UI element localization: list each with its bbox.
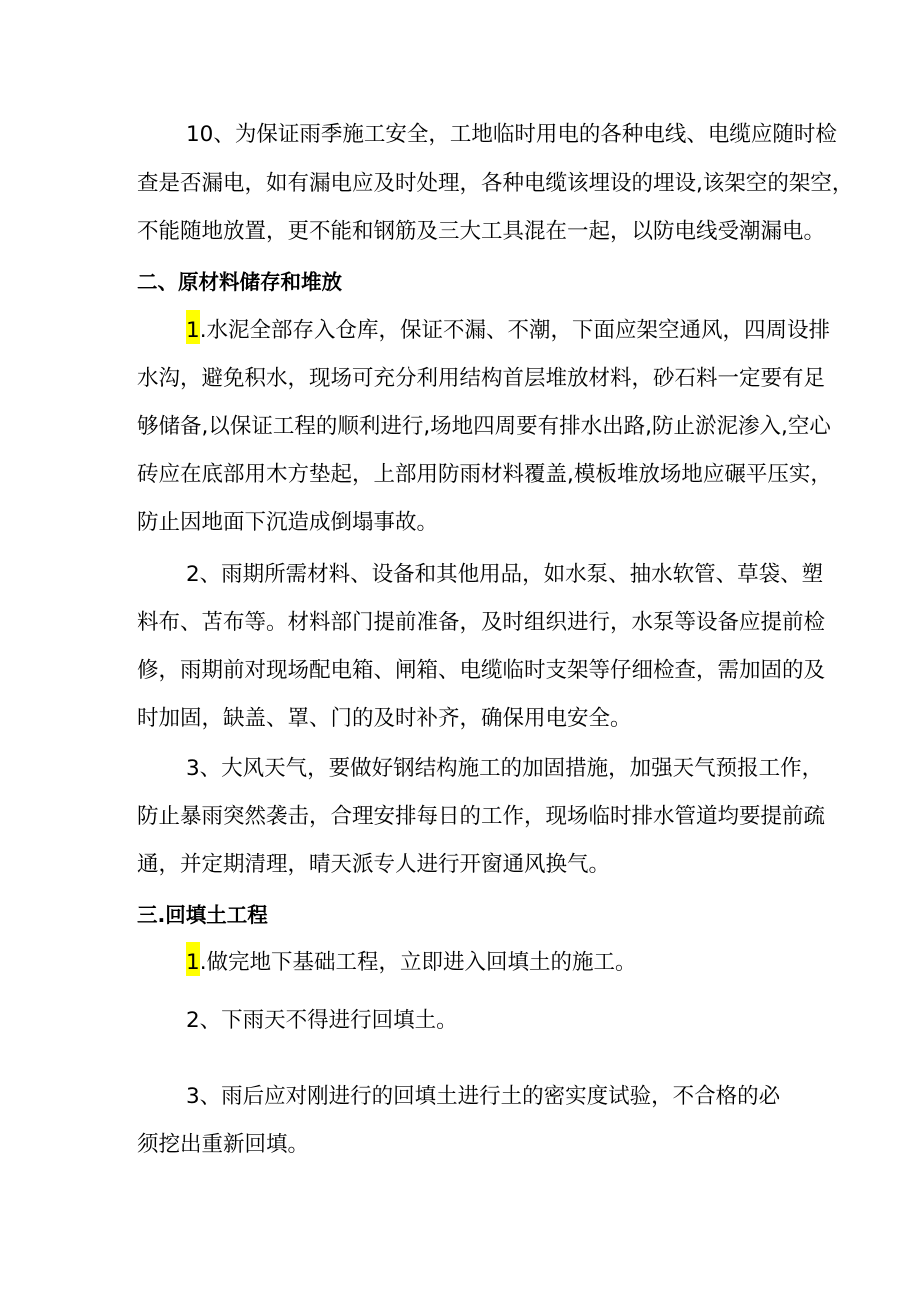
s3-item3-line-2: 须挖出重新回填。 xyxy=(137,1132,310,1157)
section-heading-2: 二、原材料储存和堆放 xyxy=(137,270,342,294)
s3-item1-text: .做完地下基础工程，立即进入回填土的施工。 xyxy=(199,950,637,975)
s2-item1-line-3: 够储备,以保证工程的顺利进行,场地四周要有排水出路,防止淤泥渗入,空心 xyxy=(137,414,831,439)
s2-item2-line-1: 2、雨期所需材料、设备和其他用品，如水泵、抽水软管、草袋、塑 xyxy=(186,562,824,587)
s3-item2-line-1: 2、下雨天不得进行回填土。 xyxy=(186,1008,458,1033)
para-10-line-1: 10、为保证雨季施工安全，工地临时用电的各种电线、电缆应随时检 xyxy=(186,122,837,147)
s2-item2-line-2: 料布、苫布等。材料部门提前准备，及时组织进行，水泵等设备应提前检 xyxy=(137,610,826,635)
s3-item3-line-1: 3、雨后应对刚进行的回填土进行土的密实度试验，不合格的必 xyxy=(186,1084,781,1109)
para-10-line-2: 查是否漏电，如有漏电应及时处理，各种电缆该埋设的埋设,该架空的架空， xyxy=(137,171,854,196)
s2-item1-line-4: 砖应在底部用木方垫起，上部用防雨材料覆盖,模板堆放场地应碾平压实， xyxy=(137,462,832,487)
s2-item1-line-5: 防止因地面下沉造成倒塌事故。 xyxy=(137,510,439,535)
para-10-line-3: 不能随地放置，更不能和钢筋及三大工具混在一起，以防电线受潮漏电。 xyxy=(137,219,826,244)
highlighted-number: 1 xyxy=(186,942,200,976)
s3-item1-line-1 xyxy=(186,950,637,976)
s2-item3-line-2: 防止暴雨突然袭击，合理安排每日的工作，现场临时排水管道均要提前疏 xyxy=(137,804,826,829)
s2-item1-line-1 xyxy=(186,318,830,344)
s2-item3-line-1: 3、大风天气，要做好钢结构施工的加固措施，加强天气预报工作， xyxy=(186,756,824,781)
section-heading-3: 三.回填土工程 xyxy=(137,903,268,927)
s2-item3-line-3: 通，并定期清理，晴天派专人进行开窗通风换气。 xyxy=(137,852,611,877)
s2-item2-line-3: 修，雨期前对现场配电箱、闸箱、电缆临时支架等仔细检查，需加固的及 xyxy=(137,658,826,683)
s2-item2-line-4: 时加固，缺盖、罩、门的及时补齐，确保用电安全。 xyxy=(137,706,632,731)
s2-item1-text: .水泥全部存入仓库，保证不漏、不潮，下面应架空通风，四周设排 xyxy=(199,318,831,343)
s2-item1-line-2: 水沟，避免积水，现场可充分利用结构首层堆放材料，砂石料一定要有足 xyxy=(137,366,826,391)
highlighted-number: 1 xyxy=(186,310,200,344)
